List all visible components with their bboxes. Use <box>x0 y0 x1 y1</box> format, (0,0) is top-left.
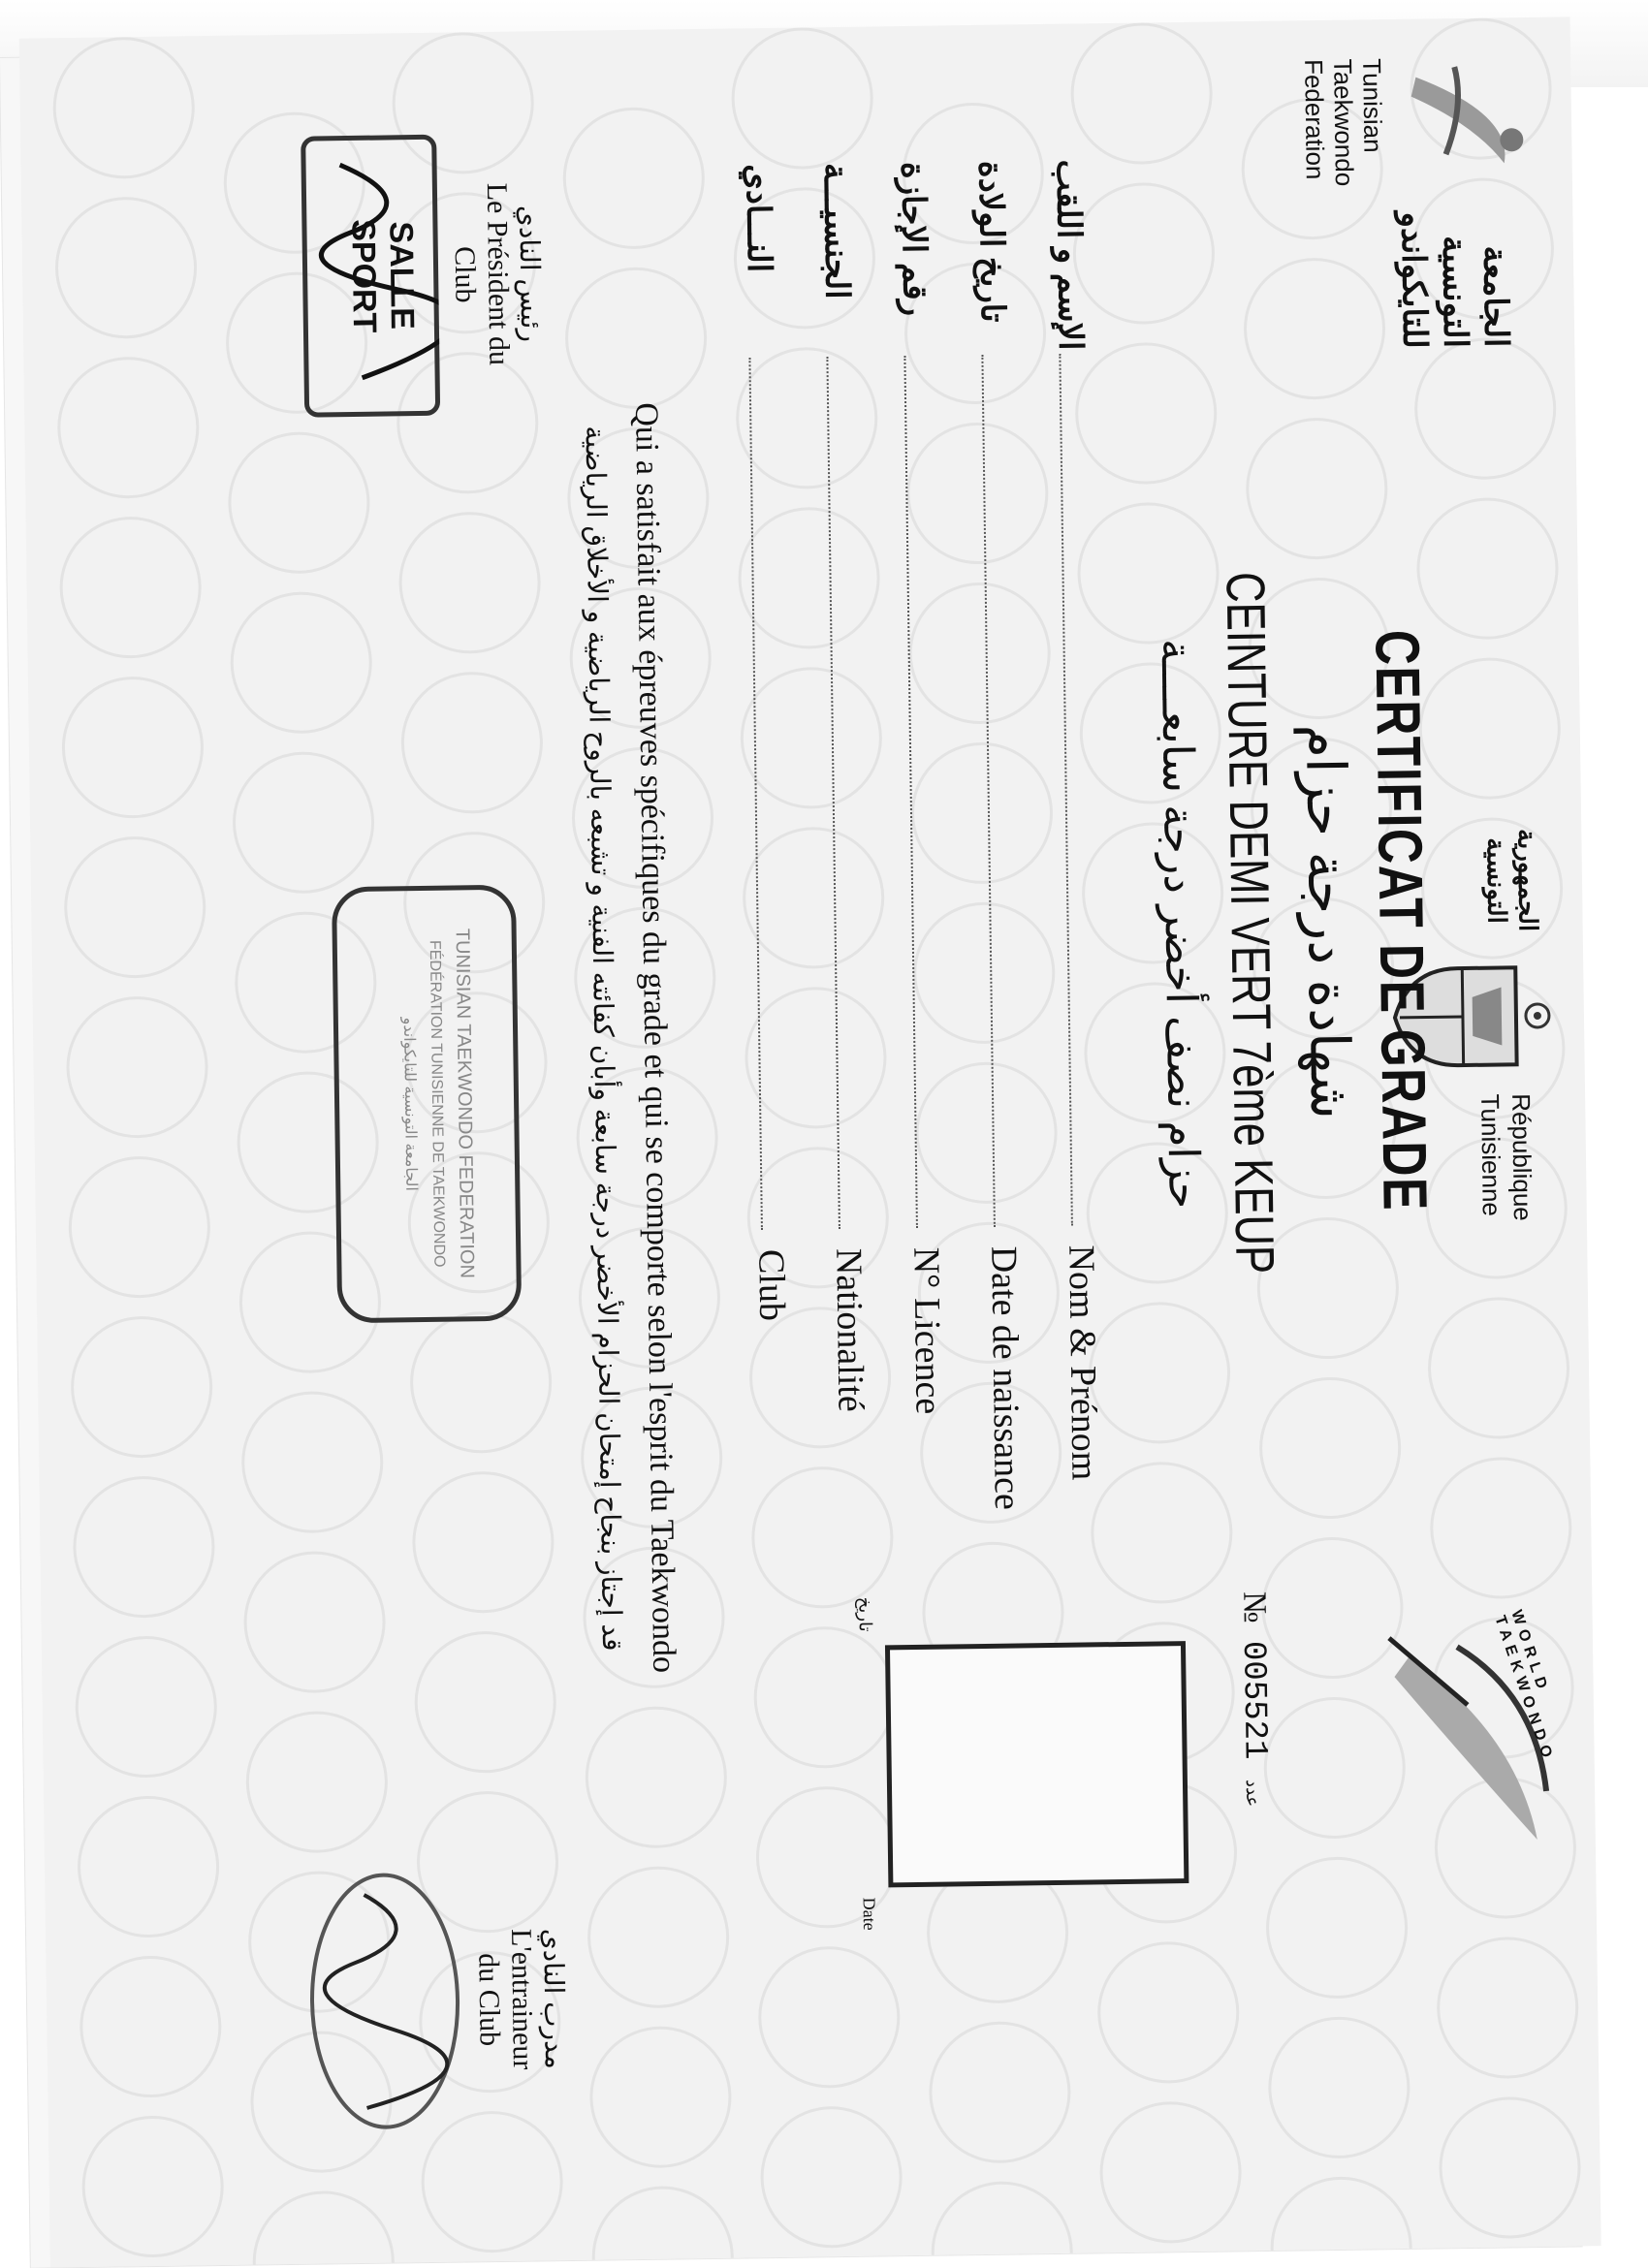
grade-subtitle-fr: CEINTURE DEMI VERT 7ème KEUP <box>1215 571 1286 1275</box>
certificate <box>19 16 1601 2267</box>
watermark-circle <box>928 2021 1071 2164</box>
field-value-line <box>981 355 996 1227</box>
watermark-circle <box>240 1391 384 1534</box>
watermark-circle <box>409 1310 553 1454</box>
trainer-label-fr: L'entraineur du Club <box>472 1928 540 2070</box>
grade-subtitle-ar: حزام نصف أخضر درجة سابعــــة <box>1152 638 1208 1210</box>
watermark-circle <box>1418 657 1562 801</box>
watermark-circle <box>1099 2100 1243 2244</box>
watermark-circle <box>227 431 370 575</box>
watermark-circle <box>252 2190 396 2268</box>
watermark-circle <box>245 1711 389 1854</box>
fields-block <box>681 159 1108 1599</box>
field-label-ar: الجنسيـــة <box>816 162 856 299</box>
watermark-circle <box>757 1945 901 2089</box>
number-value: 005521 <box>1233 1640 1273 1760</box>
watermark-circle <box>414 1630 557 1774</box>
president-signature-icon <box>310 135 440 408</box>
trainer-signature-block <box>291 1853 572 2148</box>
watermark-circle <box>760 2105 903 2249</box>
watermark-circle <box>1415 497 1559 641</box>
watermark-circle <box>931 2181 1074 2268</box>
field-label-fr: N° Licence <box>905 1246 949 1415</box>
republic-name-ar: الجمهورية التونسية <box>1481 828 1543 932</box>
watermark-circle <box>61 676 205 819</box>
trainer-signature-icon <box>296 1854 474 2147</box>
title-ar: شهادة درجة حزام <box>1294 723 1362 1120</box>
number-label-ar: عدد <box>1242 1779 1263 1808</box>
watermark-pattern <box>1570 16 1601 2246</box>
watermark-circle <box>1429 1457 1572 1600</box>
scanned-page <box>0 37 1582 2268</box>
federation-seal-stamp: TUNISIAN TAEKWONDO FEDERATION FÉDÉRATION TUNISIENNE DE TAEKWONDO الجامعة التونسية للتايكواندو <box>332 885 522 1324</box>
field-label-fr: Nom & Prénom <box>1061 1244 1105 1481</box>
field-label-ar: النـــادي <box>739 163 778 273</box>
watermark-circle <box>1427 1297 1570 1440</box>
club-stamp: SALLE SPORT <box>301 135 440 418</box>
watermark-circle <box>1439 2095 1582 2239</box>
watermark-circle <box>243 1551 387 1694</box>
trainer-label-ar: مدرب النادي <box>538 1928 571 2069</box>
photo-date-label: Date <box>859 1897 880 1931</box>
field-value-line <box>903 356 918 1228</box>
watermark-circle <box>70 1315 213 1459</box>
watermark-circle <box>411 1470 555 1614</box>
federation-name-fr: Tunisian Taekwondo Federation <box>1299 58 1388 187</box>
watermark-circle <box>52 36 196 179</box>
watermark-circle <box>79 1955 222 2098</box>
title-fr: CERTIFICAT DE GRADE <box>1362 629 1441 1213</box>
watermark-circle <box>56 356 200 499</box>
watermark-circle <box>1413 337 1557 481</box>
statement-ar: قد إجتاز بنجاح إمتحان الحزام الأخضر درجة سابعة وأبان كفائته الفنية و تشبعه بالروح الرياضية و الأخلاق الرياضية <box>580 425 628 1652</box>
watermark-circle <box>75 1635 218 1779</box>
field-label-ar: رقم الإجازة <box>894 161 934 317</box>
watermark-circle <box>63 835 206 979</box>
field-value-line <box>1059 354 1073 1226</box>
field-label-fr: Nationalité <box>828 1247 872 1413</box>
field-value-line <box>748 358 763 1230</box>
watermark-circle <box>54 196 198 339</box>
president-label-ar: رئيس النادي <box>514 205 547 343</box>
watermark-circle <box>400 671 544 814</box>
watermark-circle <box>68 1155 211 1299</box>
watermark-circle <box>232 751 375 895</box>
watermark-circle <box>1096 1940 1240 2084</box>
president-label-fr: Le Président du Club <box>448 182 516 366</box>
world-taekwondo-label: WORLD TAEKWONDO <box>1491 1608 1557 1766</box>
watermark-circle <box>398 511 542 654</box>
field-label-ar: الإسم و اللقب <box>1049 159 1090 351</box>
republic-name-fr: République Tunisienne <box>1475 1092 1537 1221</box>
field-label-ar: تاريخ الولادة <box>971 160 1011 323</box>
field-label-fr: Date de naissance <box>983 1245 1029 1511</box>
field-label-fr: Club <box>750 1248 793 1322</box>
watermark-circle <box>230 591 373 735</box>
watermark-circle <box>588 2026 732 2169</box>
watermark-circle <box>731 26 874 170</box>
watermark-circle <box>1265 1856 1409 2000</box>
watermark-circle <box>66 995 209 1139</box>
watermark-circle <box>1267 2016 1410 2159</box>
watermark-circle <box>81 2115 225 2258</box>
watermark-circle <box>77 1795 220 1938</box>
federation-logo-icon <box>1396 56 1534 174</box>
number-label: № <box>1236 1591 1273 1623</box>
watermark-circle <box>59 516 203 659</box>
watermark-circle <box>591 2186 735 2268</box>
watermark-circle <box>1436 1936 1579 2079</box>
watermark-circle <box>753 1625 897 1769</box>
watermark-circle <box>1270 2176 1413 2268</box>
photo-box <box>885 1641 1188 1887</box>
statement-fr: Qui a satisfait aux épreuves spécifiques du grade et qui se comporte selon l'esprit du Taekwondo <box>628 402 682 1674</box>
watermark-circle <box>72 1475 215 1619</box>
certificate-number <box>1233 1591 1277 1941</box>
federation-name-ar: الجامعة التونسية للتايكواندو <box>1394 211 1515 349</box>
watermark-circle <box>1070 22 1214 166</box>
field-value-line <box>826 357 840 1229</box>
photo-date-label-ar: تاريخ <box>855 1596 875 1632</box>
president-signature-block <box>301 118 548 431</box>
